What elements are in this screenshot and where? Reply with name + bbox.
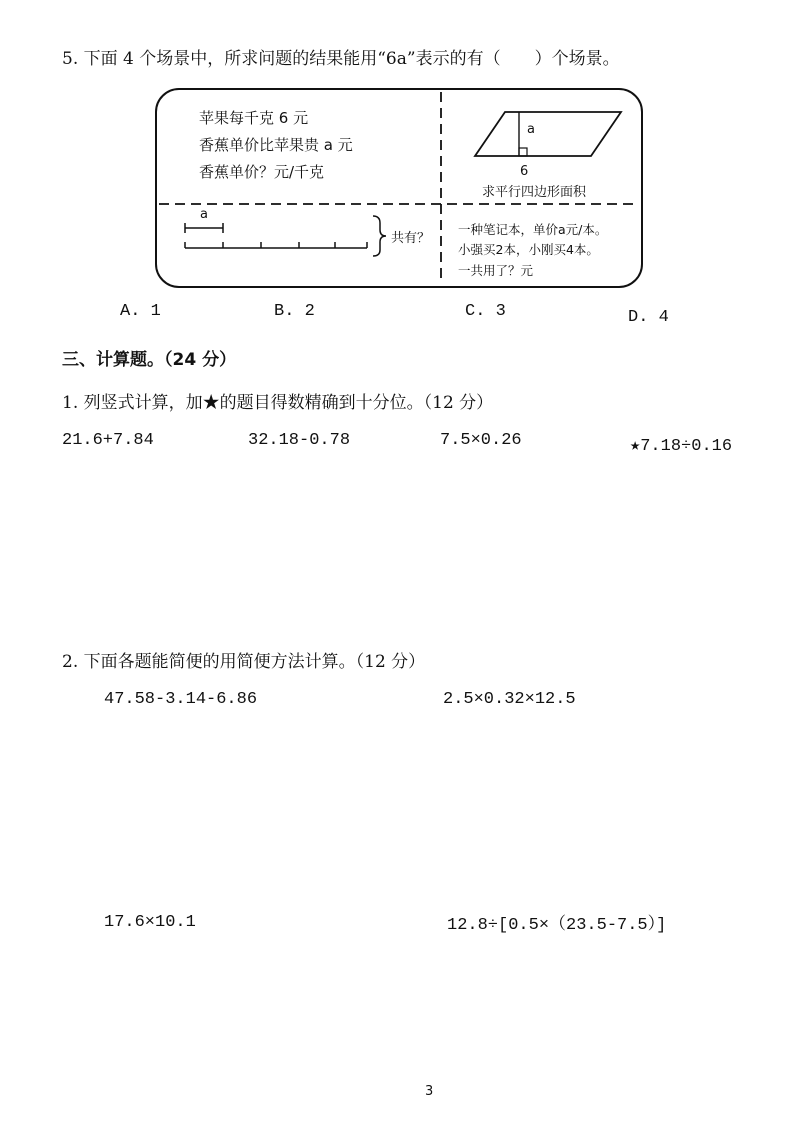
page-number: 3	[425, 1084, 434, 1099]
option-d[interactable]: D. 4	[628, 308, 669, 327]
question-5-stem: 5. 下面 4 个场景中，所求问题的结果能用“6a”表示的有（ ）个场景。	[62, 49, 620, 69]
section3-title: 三、计算题。（24 分）	[62, 350, 237, 370]
scene1-line3: 香蕉单价？元/千克	[199, 163, 325, 181]
segment-a-label: a	[200, 207, 208, 222]
problem2-title: 2. 下面各题能简便的用简便方法计算。（12 分）	[62, 652, 426, 672]
scene4-line1: 一种笔记本，单价a元/本。	[458, 222, 608, 237]
p1-item-3: 7.5×0.26	[440, 431, 522, 450]
scene4-line2: 小强买2本，小刚买4本。	[458, 242, 599, 257]
option-a[interactable]: A. 1	[120, 302, 161, 321]
scene-dividers	[157, 90, 641, 286]
p1-item-1: 21.6+7.84	[62, 431, 154, 450]
p2-item-3: 17.6×10.1	[104, 913, 196, 932]
parallelogram-caption: 求平行四边形面积	[482, 185, 587, 200]
scene1-line1: 苹果每千克 6 元	[199, 109, 309, 127]
parallelogram-height-label: a	[527, 122, 535, 137]
option-c[interactable]: C. 3	[465, 302, 506, 321]
p2-item-4: 12.8÷[0.5×（23.5-7.5）]	[447, 916, 667, 935]
problem1-title: 1. 列竖式计算，加★的题目得数精确到十分位。（12 分）	[62, 393, 494, 413]
p1-item-4: ★7.18÷0.16	[630, 437, 733, 456]
p1-item-2: 32.18-0.78	[248, 431, 351, 450]
scene4-line3: 一共用了？元	[458, 263, 534, 278]
brace-total-label: 共有？	[391, 231, 431, 246]
scene-panel	[155, 88, 643, 288]
scene1-line2: 香蕉单价比苹果贵 a 元	[199, 136, 353, 154]
p2-item-1: 47.58-3.14-6.86	[104, 690, 258, 709]
p2-item-2: 2.5×0.32×12.5	[443, 690, 576, 709]
parallelogram-base-label: 6	[520, 164, 529, 179]
option-b[interactable]: B. 2	[274, 302, 315, 321]
